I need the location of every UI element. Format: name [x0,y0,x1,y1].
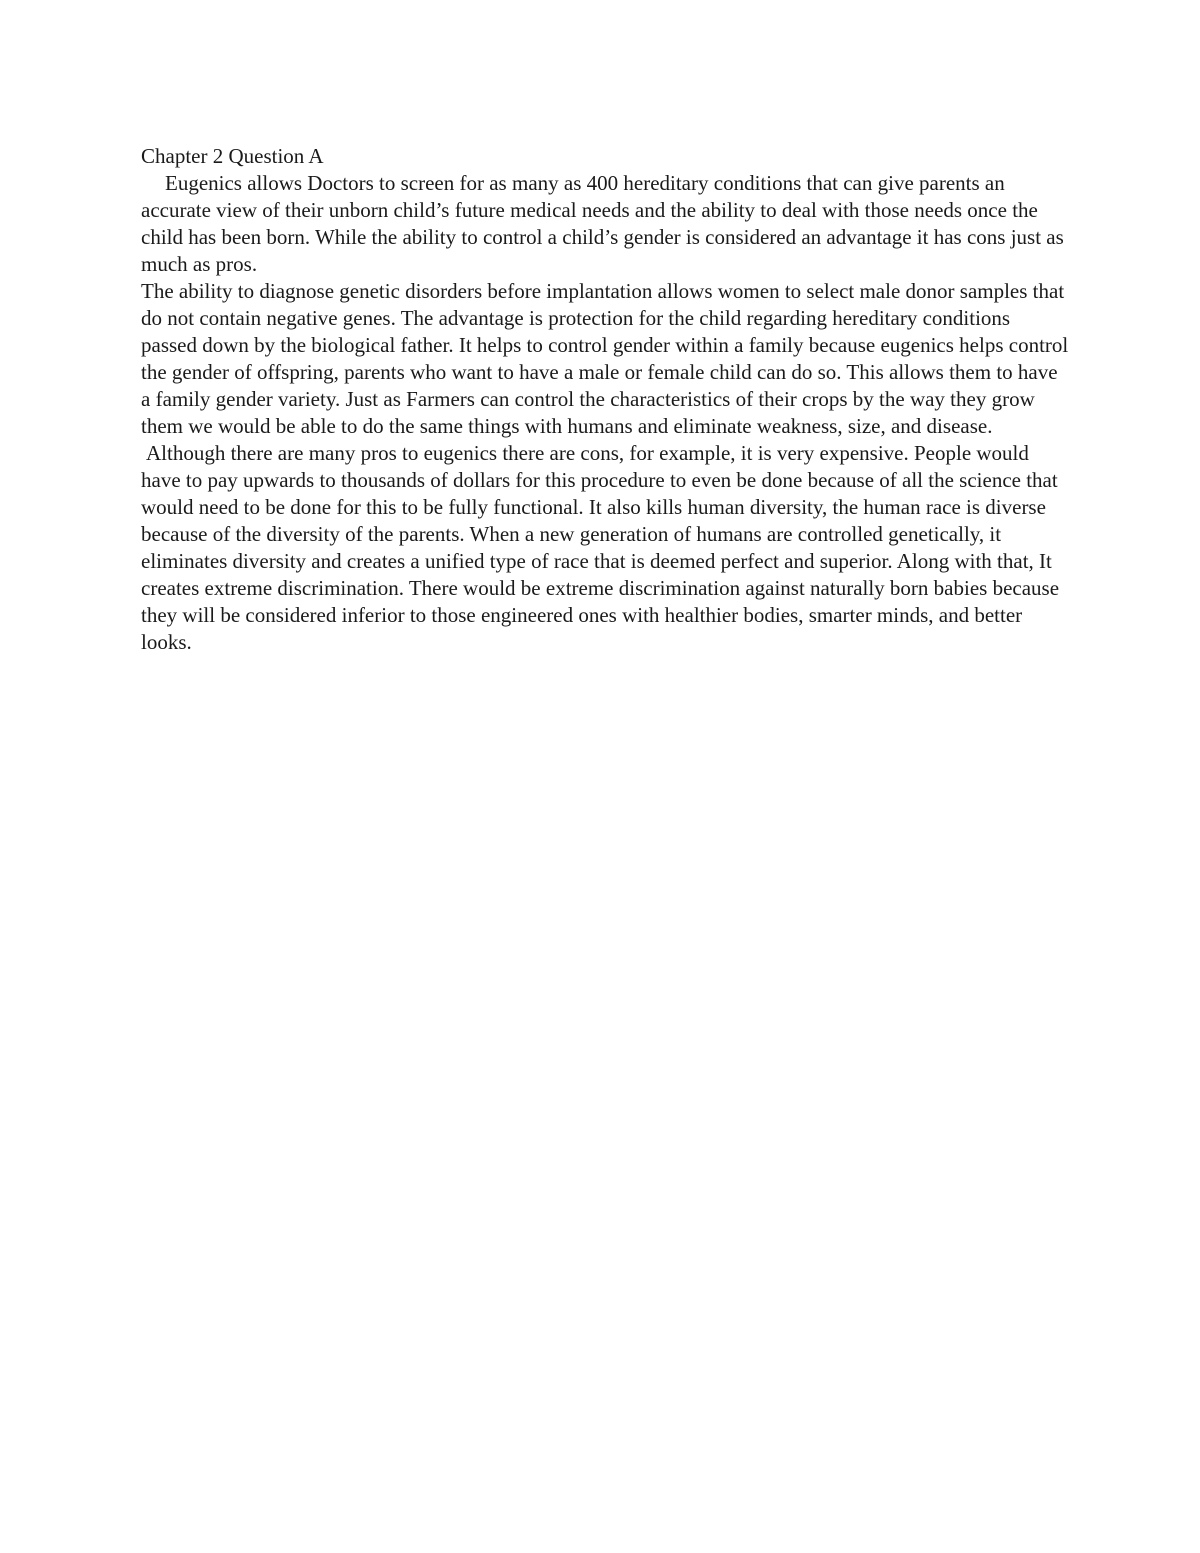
paragraph-pros: The ability to diagnose genetic disorders before implantation allows women to select male donor samples that do not contain negative genes. The advantage is protection for the child regarding hereditary conditions passed down by the biological father. It helps to control gender within a family because eugenics helps control the gender of offspring, parents who want to have a male or female child can do so. This allows them to have a family gender variety. Just as Farmers can control the characteristics of their crops by the way they grow them we would be able to do the same things with humans and eliminate weakness, size, and disease. [141,279,1069,438]
document-title: Chapter 2 Question A [141,144,324,168]
document-body [141,143,1071,656]
paragraph-cons: Although there are many pros to eugenics there are cons, for example, it is very expensive. People would have to pay upwards to thousands of dollars for this procedure to even be done because of all the science that would need to be done for this to be fully functional. It also kills human diversity, the human race is diverse because of the diversity of the parents. When a new generation of humans are controlled genetically, it eliminates diversity and creates a unified type of race that is deemed perfect and superior. Along with that, It creates extreme discrimination. There would be extreme discrimination against naturally born babies because they will be considered inferior to those engineered ones with healthier bodies, smarter minds, and better looks. [141,441,1060,654]
paragraph-intro: Eugenics allows Doctors to screen for as many as 400 hereditary conditions that can give parents an accurate view of their unborn child’s future medical needs and the ability to deal with those needs once the child has been born. While the ability to control a child’s gender is considered an advantage it has cons just as much as pros. [141,171,1064,276]
